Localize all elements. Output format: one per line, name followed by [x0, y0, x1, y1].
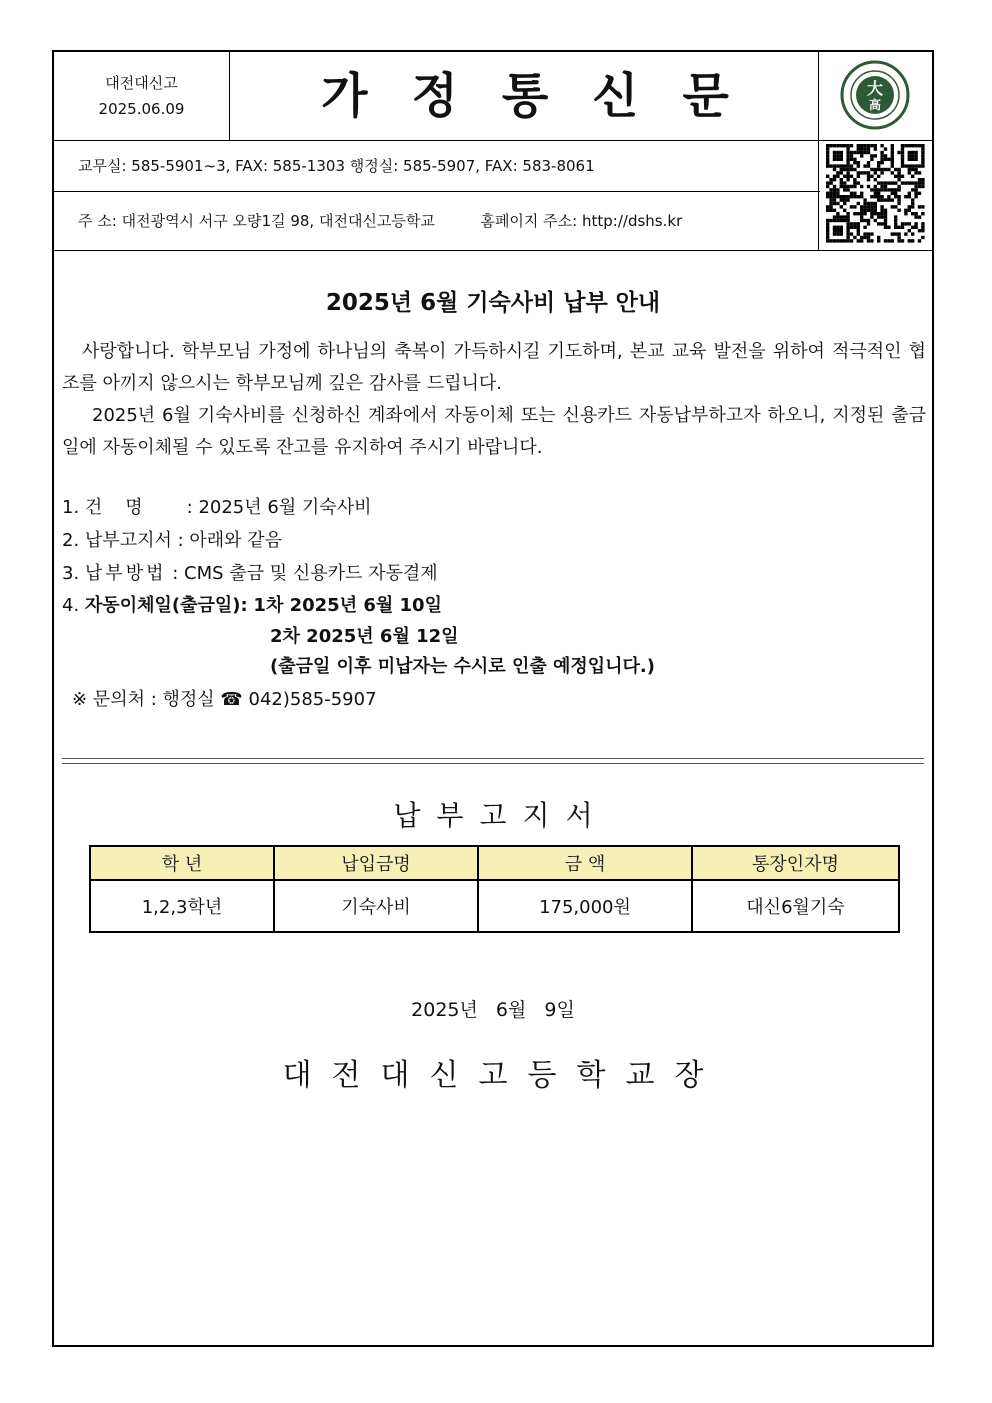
list-item: 1. 건 명 : 2025년 6월 기숙사비 — [62, 497, 372, 518]
table-header-row — [90, 846, 899, 880]
address-text: 대전광역시 서구 오량1길 98, 대전대신고등학교 — [121, 212, 435, 230]
table-header-cell: 학 년 — [90, 846, 274, 880]
table-row — [90, 880, 899, 932]
svg-text:高: 高 — [868, 98, 882, 112]
table-header-cell: 통장인자명 — [692, 846, 899, 880]
homepage-label: 홈페이지 주소: — [480, 212, 578, 230]
svg-text:大: 大 — [866, 79, 884, 98]
table-header-cell: 금 액 — [478, 846, 692, 880]
address-row — [54, 192, 820, 250]
document-title: 2025년 6월 기숙사비 납부 안내 — [325, 290, 661, 316]
school-info-box — [54, 52, 230, 140]
inquiry-line: ※ 문의처 : 행정실 ☎ 042)585-5907 — [72, 689, 377, 710]
table-cell: 기숙사비 — [274, 880, 478, 932]
school-logo-box — [818, 52, 932, 140]
instruction-paragraph: 2025년 6월 기숙사비를 신청하신 계좌에서 자동이체 또는 신용카드 자동납부하고자 하오니, 지정된 출금일에 자동이체될 수 있도록 잔고를 유지하여 주시기 바랍니다. — [62, 405, 926, 458]
school-emblem-icon — [819, 52, 931, 138]
withdraw-note: (출금일 이후 미납자는 수시로 인출 예정입니다.) — [270, 656, 655, 677]
contact-row: 교무실: 585-5901~3, FAX: 585-1303 행정실: 585-5907, FAX: 583-8061 — [54, 140, 820, 192]
address-label: 주 소: — [78, 212, 117, 230]
header-divider — [54, 250, 932, 251]
table-cell: 1,2,3학년 — [90, 880, 274, 932]
page-title: 가정통신문 — [321, 68, 773, 124]
table-header-cell: 납입금명 — [274, 846, 478, 880]
list-item: 2. 납부고지서 : 아래와 같음 — [62, 530, 283, 551]
list-item: 3. 납부방법 : CMS 출금 및 신용카드 자동결제 — [62, 563, 438, 584]
header-top-row — [54, 52, 932, 141]
withdraw-date-2: 2차 2025년 6월 12일 — [270, 626, 459, 647]
signature-date: 2025년 6월 9일 — [411, 999, 575, 1021]
qr-code-icon[interactable] — [819, 140, 931, 248]
greeting-paragraph: 사랑합니다. 학부모님 가정에 하나님의 축복이 가득하시길 기도하며, 본교 교육 발전을 위하여 적극적인 협조를 아끼지 않으시는 학부모님께 깊은 감사를 드립니다. — [62, 341, 926, 394]
payment-notice-title: 납부고지서 — [393, 799, 609, 832]
qr-code-box — [818, 140, 932, 250]
school-short-name: 대전대신고 — [105, 74, 178, 92]
signature-name: 대전대신고등학교장 — [282, 1058, 724, 1093]
list-item: 4. 자동이체일(출금일): 1차 2025년 6월 10일 — [62, 595, 442, 616]
table-cell: 175,000원 — [478, 880, 692, 932]
payment-notice-table — [89, 845, 900, 933]
issue-date: 2025.06.09 — [98, 100, 185, 118]
document-frame — [52, 50, 934, 1347]
table-cell: 대신6월기숙 — [692, 880, 899, 932]
homepage-link[interactable]: http://dshs.kr — [582, 212, 683, 230]
double-divider — [62, 758, 924, 764]
